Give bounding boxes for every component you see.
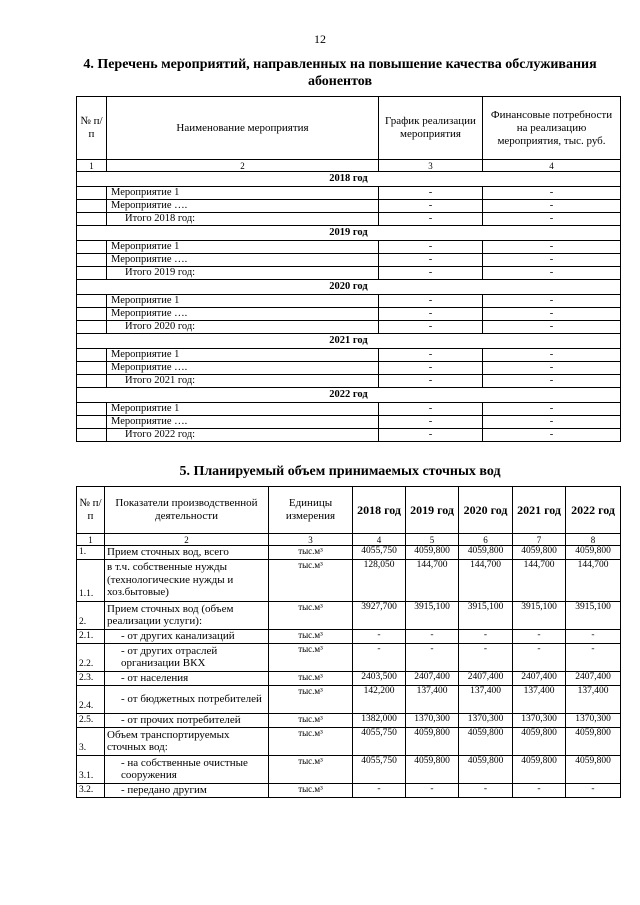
- indicator-name: - передано другим: [105, 783, 269, 797]
- event-name: Мероприятие ….: [107, 200, 379, 213]
- value-cell: 2403,500: [353, 671, 406, 685]
- header-finance: Финансовые потребности на реализацию мероприятия, тыс. руб.: [483, 97, 621, 160]
- event-schedule: -: [379, 416, 483, 429]
- event-schedule: -: [379, 267, 483, 280]
- value-cell: 4059,800: [459, 546, 513, 560]
- colnum: 1: [77, 534, 105, 546]
- colnum: 4: [353, 534, 406, 546]
- event-schedule: -: [379, 321, 483, 334]
- event-name: Итого 2021 год:: [107, 375, 379, 388]
- event-num: [77, 267, 107, 280]
- event-finance: -: [483, 362, 621, 375]
- header-year: 2022 год: [566, 487, 621, 534]
- value-cell: 2407,400: [459, 671, 513, 685]
- unit-cell: тыс.м³: [269, 546, 353, 560]
- event-finance: -: [483, 254, 621, 267]
- event-total-row: [77, 375, 621, 388]
- colnum: 8: [566, 534, 621, 546]
- value-cell: -: [459, 629, 513, 643]
- event-name: Мероприятие 1: [107, 403, 379, 416]
- event-finance: -: [483, 429, 621, 442]
- event-finance: -: [483, 213, 621, 226]
- unit-cell: тыс.м³: [269, 643, 353, 671]
- event-name: Мероприятие ….: [107, 416, 379, 429]
- unit-cell: тыс.м³: [269, 629, 353, 643]
- value-cell: -: [513, 783, 566, 797]
- unit-cell: тыс.м³: [269, 727, 353, 755]
- value-cell: 4059,800: [406, 727, 459, 755]
- event-finance: -: [483, 267, 621, 280]
- header-num: № п/п: [77, 97, 107, 160]
- value-cell: 4059,800: [406, 755, 459, 783]
- event-num: [77, 416, 107, 429]
- value-cell: 4059,800: [459, 755, 513, 783]
- value-cell: -: [566, 643, 621, 671]
- value-cell: -: [406, 643, 459, 671]
- event-total-row: [77, 429, 621, 442]
- unit-cell: тыс.м³: [269, 783, 353, 797]
- event-num: [77, 349, 107, 362]
- unit-cell: тыс.м³: [269, 671, 353, 685]
- indicator-name: Прием сточных вод, всего: [105, 546, 269, 560]
- colnum: 2: [105, 534, 269, 546]
- event-finance: -: [483, 187, 621, 200]
- event-name: Мероприятие 1: [107, 295, 379, 308]
- header-unit: Единицы измерения: [269, 487, 353, 534]
- event-name: Мероприятие ….: [107, 254, 379, 267]
- indicator-name: - на собственные очистные сооружения: [105, 755, 269, 783]
- row-index: 1.: [77, 546, 105, 560]
- unit-cell: тыс.м³: [269, 601, 353, 629]
- value-cell: 137,400: [459, 685, 513, 713]
- indicator-row: [77, 671, 621, 685]
- row-index: 3.1.: [77, 755, 105, 783]
- value-cell: -: [566, 783, 621, 797]
- value-cell: 128,050: [353, 559, 406, 601]
- colnum: 1: [77, 160, 107, 172]
- event-row: [77, 295, 621, 308]
- value-cell: 4059,800: [406, 546, 459, 560]
- event-name: Итого 2019 год:: [107, 267, 379, 280]
- value-cell: -: [513, 643, 566, 671]
- unit-cell: тыс.м³: [269, 685, 353, 713]
- wastewater-table: [76, 486, 621, 798]
- header-year: 2018 год: [353, 487, 406, 534]
- event-num: [77, 295, 107, 308]
- value-cell: 1382,000: [353, 713, 406, 727]
- event-finance: -: [483, 241, 621, 254]
- value-cell: 3915,100: [513, 601, 566, 629]
- year-group-row: [77, 280, 621, 295]
- value-cell: -: [459, 643, 513, 671]
- event-schedule: -: [379, 241, 483, 254]
- colnum: 4: [483, 160, 621, 172]
- colnum: 2: [107, 160, 379, 172]
- value-cell: 144,700: [566, 559, 621, 601]
- year-label: 2021 год: [77, 334, 621, 349]
- event-num: [77, 429, 107, 442]
- event-total-row: [77, 321, 621, 334]
- indicator-name: - от прочих потребителей: [105, 713, 269, 727]
- events-table: [76, 96, 621, 442]
- indicator-row: [77, 546, 621, 560]
- events-header-row: [77, 97, 621, 160]
- indicator-row: [77, 601, 621, 629]
- event-finance: -: [483, 321, 621, 334]
- value-cell: 144,700: [406, 559, 459, 601]
- colnum: 6: [459, 534, 513, 546]
- value-cell: 3915,100: [459, 601, 513, 629]
- event-finance: -: [483, 416, 621, 429]
- value-cell: 2407,400: [406, 671, 459, 685]
- unit-cell: тыс.м³: [269, 755, 353, 783]
- value-cell: 4059,800: [566, 755, 621, 783]
- value-cell: 2407,400: [566, 671, 621, 685]
- year-label: 2020 год: [77, 280, 621, 295]
- event-name: Мероприятие ….: [107, 308, 379, 321]
- event-num: [77, 321, 107, 334]
- value-cell: 4059,800: [566, 546, 621, 560]
- value-cell: 4059,800: [459, 727, 513, 755]
- indicator-name: - от населения: [105, 671, 269, 685]
- event-num: [77, 213, 107, 226]
- value-cell: 1370,300: [566, 713, 621, 727]
- value-cell: 1370,300: [459, 713, 513, 727]
- row-index: 1.1.: [77, 559, 105, 601]
- indicator-name: - от других отраслей организации ВКХ: [105, 643, 269, 671]
- event-schedule: -: [379, 254, 483, 267]
- event-schedule: -: [379, 295, 483, 308]
- event-schedule: -: [379, 349, 483, 362]
- indicator-name: в т.ч. собственные нужды (технологические нужды и хоз.бытовые): [105, 559, 269, 601]
- colnum: 7: [513, 534, 566, 546]
- value-cell: 137,400: [513, 685, 566, 713]
- year-group-row: [77, 388, 621, 403]
- year-group-row: [77, 172, 621, 187]
- event-num: [77, 200, 107, 213]
- value-cell: -: [406, 783, 459, 797]
- value-cell: 142,200: [353, 685, 406, 713]
- indicator-row: [77, 783, 621, 797]
- header-schedule: График реализации мероприятия: [379, 97, 483, 160]
- value-cell: 3915,100: [406, 601, 459, 629]
- event-num: [77, 308, 107, 321]
- event-finance: -: [483, 403, 621, 416]
- section4-title: 4. Перечень мероприятий, направленных на повышение качества обслуживания абонентов: [83, 57, 597, 89]
- event-schedule: -: [379, 403, 483, 416]
- value-cell: 4055,750: [353, 546, 406, 560]
- row-index: 2.: [77, 601, 105, 629]
- wastewater-colnum-row: [77, 534, 621, 546]
- row-index: 2.1.: [77, 629, 105, 643]
- value-cell: 3915,100: [566, 601, 621, 629]
- colnum: 3: [379, 160, 483, 172]
- event-row: [77, 200, 621, 213]
- event-num: [77, 187, 107, 200]
- event-num: [77, 403, 107, 416]
- event-schedule: -: [379, 375, 483, 388]
- value-cell: 144,700: [459, 559, 513, 601]
- value-cell: -: [406, 629, 459, 643]
- event-total-row: [77, 267, 621, 280]
- indicator-row: [77, 559, 621, 601]
- value-cell: 1370,300: [513, 713, 566, 727]
- year-group-row: [77, 226, 621, 241]
- row-index: 3.2.: [77, 783, 105, 797]
- indicator-row: [77, 643, 621, 671]
- indicator-name: Прием сточных вод (объем реализации услуги):: [105, 601, 269, 629]
- row-index: 2.2.: [77, 643, 105, 671]
- indicator-name: - от бюджетных потребителей: [105, 685, 269, 713]
- row-index: 3.: [77, 727, 105, 755]
- indicator-name: - от других канализаций: [105, 629, 269, 643]
- event-row: [77, 187, 621, 200]
- indicator-row: [77, 755, 621, 783]
- event-schedule: -: [379, 187, 483, 200]
- event-name: Итого 2020 год:: [107, 321, 379, 334]
- value-cell: 144,700: [513, 559, 566, 601]
- event-name: Мероприятие 1: [107, 349, 379, 362]
- events-colnum-row: [77, 160, 621, 172]
- colnum: 5: [406, 534, 459, 546]
- event-row: [77, 362, 621, 375]
- value-cell: 137,400: [406, 685, 459, 713]
- section5-title: 5. Планируемый объем принимаемых сточных вод: [179, 464, 501, 479]
- row-index: 2.5.: [77, 713, 105, 727]
- year-label: 2018 год: [77, 172, 621, 187]
- event-row: [77, 349, 621, 362]
- value-cell: 2407,400: [513, 671, 566, 685]
- event-finance: -: [483, 295, 621, 308]
- event-name: Итого 2022 год:: [107, 429, 379, 442]
- event-finance: -: [483, 308, 621, 321]
- indicator-name: Объем транспортируемых сточных вод:: [105, 727, 269, 755]
- event-schedule: -: [379, 362, 483, 375]
- value-cell: -: [459, 783, 513, 797]
- value-cell: 3927,700: [353, 601, 406, 629]
- indicator-row: [77, 727, 621, 755]
- event-row: [77, 254, 621, 267]
- value-cell: -: [353, 643, 406, 671]
- value-cell: -: [513, 629, 566, 643]
- value-cell: -: [353, 783, 406, 797]
- event-schedule: -: [379, 308, 483, 321]
- event-schedule: -: [379, 429, 483, 442]
- year-label: 2022 год: [77, 388, 621, 403]
- value-cell: 4055,750: [353, 755, 406, 783]
- event-schedule: -: [379, 200, 483, 213]
- event-num: [77, 241, 107, 254]
- page-number: 12: [314, 32, 326, 46]
- header-year: 2019 год: [406, 487, 459, 534]
- header-year: 2021 год: [513, 487, 566, 534]
- indicator-row: [77, 713, 621, 727]
- event-name: Мероприятие ….: [107, 362, 379, 375]
- value-cell: 4059,800: [566, 727, 621, 755]
- event-num: [77, 362, 107, 375]
- row-index: 2.4.: [77, 685, 105, 713]
- value-cell: 1370,300: [406, 713, 459, 727]
- value-cell: -: [353, 629, 406, 643]
- event-schedule: -: [379, 213, 483, 226]
- unit-cell: тыс.м³: [269, 559, 353, 601]
- event-finance: -: [483, 200, 621, 213]
- event-finance: -: [483, 349, 621, 362]
- header-name: Наименование мероприятия: [107, 97, 379, 160]
- header-indicator: Показатели производственной деятельности: [105, 487, 269, 534]
- value-cell: -: [566, 629, 621, 643]
- event-name: Мероприятие 1: [107, 241, 379, 254]
- wastewater-header-row: [77, 487, 621, 534]
- event-name: Мероприятие 1: [107, 187, 379, 200]
- event-name: Итого 2018 год:: [107, 213, 379, 226]
- unit-cell: тыс.м³: [269, 713, 353, 727]
- value-cell: 4055,750: [353, 727, 406, 755]
- event-num: [77, 254, 107, 267]
- event-row: [77, 403, 621, 416]
- header-year: 2020 год: [459, 487, 513, 534]
- year-label: 2019 год: [77, 226, 621, 241]
- event-row: [77, 241, 621, 254]
- header-num: № п/п: [77, 487, 105, 534]
- value-cell: 4059,800: [513, 727, 566, 755]
- indicator-row: [77, 629, 621, 643]
- event-total-row: [77, 213, 621, 226]
- event-row: [77, 416, 621, 429]
- event-row: [77, 308, 621, 321]
- indicator-row: [77, 685, 621, 713]
- event-finance: -: [483, 375, 621, 388]
- year-group-row: [77, 334, 621, 349]
- event-num: [77, 375, 107, 388]
- colnum: 3: [269, 534, 353, 546]
- value-cell: 4059,800: [513, 546, 566, 560]
- row-index: 2.3.: [77, 671, 105, 685]
- value-cell: 137,400: [566, 685, 621, 713]
- value-cell: 4059,800: [513, 755, 566, 783]
